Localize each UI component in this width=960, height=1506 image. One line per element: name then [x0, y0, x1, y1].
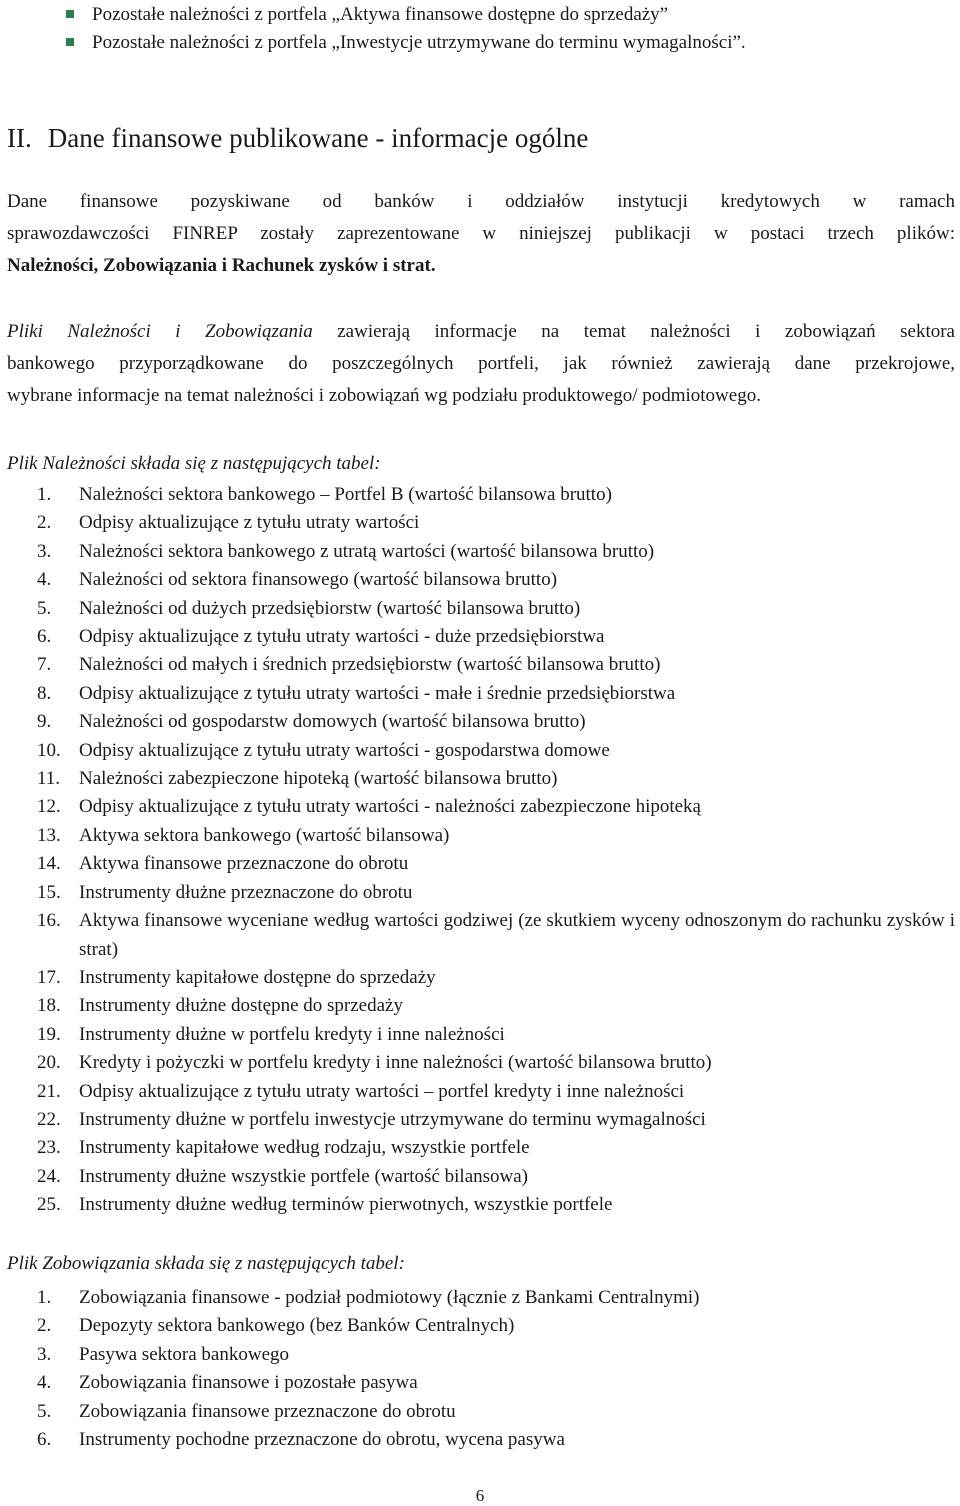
section-title: Dane finansowe publikowane - informacje ogólne	[47, 123, 589, 153]
list-item-number: 3.	[37, 540, 52, 562]
list-item	[7, 1398, 955, 1426]
list-item	[7, 793, 955, 821]
paragraph-line: sprawozdawczości FINREP zostały zaprezentowane w niniejszej publikacji w postaci trzech plików:	[7, 223, 955, 244]
list-item-number: 6.	[37, 626, 52, 648]
list-item	[7, 964, 955, 992]
list-item-number: 9.	[37, 711, 52, 733]
list-item	[7, 1078, 955, 1106]
list-item	[7, 708, 955, 736]
list-item	[7, 566, 955, 594]
section-number: II.	[7, 123, 32, 153]
list-item-number: 21.	[37, 1080, 61, 1102]
files-description-paragraph	[7, 316, 955, 412]
list-item-text: Odpisy aktualizujące z tytułu utraty wartości – portfel kredyty i inne należności	[79, 1080, 685, 1102]
list-item-number: 8.	[37, 682, 52, 704]
list-item-number: 23.	[37, 1137, 61, 1159]
list-item-text: Instrumenty dłużne według terminów pierwotnych, wszystkie portfele	[79, 1194, 613, 1216]
list-item-text: Instrumenty kapitałowe dostępne do sprzedaży	[79, 966, 436, 988]
list-item-number: 17.	[37, 966, 61, 988]
list-item-text: Należności od gospodarstw domowych (wartość bilansowa brutto)	[79, 711, 586, 733]
list-item-text: Należności sektora bankowego z utratą wartości (wartość bilansowa brutto)	[79, 540, 655, 562]
list-item-text: Aktywa finansowe wyceniane według wartości godziwej (ze skutkiem wyceny odnoszonym do rachunku zysków i strat)	[79, 910, 955, 960]
list-item-number: 24.	[37, 1165, 61, 1187]
list-item-text: Należności od małych i średnich przedsiębiorstw (wartość bilansowa brutto)	[79, 654, 661, 676]
list-item-text: Odpisy aktualizujące z tytułu utraty wartości - gospodarstwa domowe	[79, 739, 610, 761]
list-item	[7, 680, 955, 708]
list-item-text: Zobowiązania finansowe i pozostałe pasywa	[79, 1372, 418, 1394]
list-item-text: Odpisy aktualizujące z tytułu utraty wartości - należności zabezpieczone hipoteką	[79, 796, 701, 818]
list-item-text: Pasywa sektora bankowego	[79, 1343, 290, 1365]
list-item-number: 5.	[37, 597, 52, 619]
list-item	[7, 623, 955, 651]
list-item	[7, 651, 955, 679]
list-item-text: Odpisy aktualizujące z tytułu utraty wartości - małe i średnie przedsiębiorstwa	[79, 682, 676, 704]
list-item-text: Instrumenty pochodne przeznaczone do obrotu, wycena pasywa	[79, 1429, 565, 1451]
list-item	[7, 822, 955, 850]
list-item	[7, 737, 955, 765]
list-item-number: 5.	[37, 1400, 52, 1422]
paragraph-line: bankowego przyporządkowane do poszczególnych portfeli, jak również zawierają dane przekrojowe,	[7, 353, 955, 374]
list-item-text: Instrumenty dłużne dostępne do sprzedaży	[79, 995, 403, 1017]
paragraph-line: Dane finansowe pozyskiwane od banków i oddziałów instytucji kredytowych w ramach	[7, 191, 955, 212]
list-item	[7, 1134, 955, 1162]
list-item	[7, 481, 955, 509]
list-item-text: Aktywa sektora bankowego (wartość bilansowa)	[79, 824, 450, 846]
list-item-number: 4.	[37, 1372, 52, 1394]
list-item	[7, 1049, 955, 1077]
list-item-number: 25.	[37, 1194, 61, 1216]
list-item-number: 1.	[37, 484, 52, 505]
list-item-number: 20.	[37, 1052, 61, 1074]
receivables-list-intro: Plik Należności składa się z następujących tabel:	[7, 453, 381, 474]
list-item-text: Instrumenty kapitałowe według rodzaju, wszystkie portfele	[79, 1137, 530, 1159]
paragraph-line-bold: Należności, Zobowiązania i Rachunek zysków i strat.	[7, 255, 436, 276]
list-item-text: Depozyty sektora bankowego (bez Banków Centralnych)	[79, 1315, 515, 1337]
paragraph-line: wybrane informacje na temat należności i zobowiązań wg podziału produktowego/ podmiotowego.	[7, 385, 761, 406]
list-item-text: Instrumenty dłużne przeznaczone do obrotu	[79, 881, 413, 903]
list-item-number: 13.	[37, 824, 61, 846]
section-heading	[7, 118, 588, 158]
square-bullet-icon	[66, 10, 74, 18]
bullet-item	[64, 1, 746, 29]
list-item-number: 19.	[37, 1023, 61, 1045]
bullet-text: Pozostałe należności z portfela „Aktywa finansowe dostępne do sprzedaży”	[92, 4, 669, 25]
list-item-text: Odpisy aktualizujące z tytułu utraty wartości	[79, 512, 420, 534]
bullet-item	[64, 29, 746, 57]
list-item	[7, 1426, 955, 1454]
paragraph-line-rest: zawierają informacje na temat należności i zobowiązań sektora	[312, 321, 955, 342]
list-item	[7, 1021, 955, 1049]
list-item-text: Należności od sektora finansowego (wartość bilansowa brutto)	[79, 569, 558, 591]
list-item-number: 4.	[37, 569, 52, 591]
list-item-text: Instrumenty dłużne w portfelu kredyty i inne należności	[79, 1023, 505, 1045]
list-item-text: Odpisy aktualizujące z tytułu utraty wartości - duże przedsiębiorstwa	[79, 626, 605, 648]
list-item-text: Należności od dużych przedsiębiorstw (wartość bilansowa brutto)	[79, 597, 581, 619]
list-item	[7, 1369, 955, 1397]
list-item-number: 11.	[37, 768, 61, 790]
list-item-number: 12.	[37, 796, 61, 818]
list-item-text: Zobowiązania finansowe - podział podmiotowy (łącznie z Bankami Centralnymi)	[79, 1287, 700, 1308]
receivables-table-list	[7, 481, 955, 1220]
list-item-text: Instrumenty dłużne w portfelu inwestycje utrzymywane do terminu wymagalności	[79, 1108, 706, 1130]
list-item	[7, 907, 955, 964]
list-item-text: Instrumenty dłużne wszystkie portfele (wartość bilansowa)	[79, 1165, 529, 1187]
list-item-text: Zobowiązania finansowe przeznaczone do obrotu	[79, 1400, 456, 1422]
page-number: 6	[475, 1486, 485, 1505]
list-item	[7, 1341, 955, 1369]
list-item-number: 1.	[37, 1287, 52, 1308]
list-item	[7, 1106, 955, 1134]
list-item	[7, 509, 955, 537]
bullet-text: Pozostałe należności z portfela „Inwestycje utrzymywane do terminu wymagalności”.	[92, 32, 746, 53]
liabilities-list-intro: Plik Zobowiązania składa się z następujących tabel:	[7, 1253, 405, 1274]
portfolio-bullet-list	[64, 1, 746, 57]
list-item-number: 15.	[37, 881, 61, 903]
list-item	[7, 1312, 955, 1340]
list-item	[7, 850, 955, 878]
list-item-number: 2.	[37, 1315, 52, 1337]
list-item-number: 18.	[37, 995, 61, 1017]
files-italic-label: Pliki Należności i Zobowiązania	[7, 321, 313, 342]
list-item-number: 7.	[37, 654, 52, 676]
list-item	[7, 879, 955, 907]
list-item-text: Aktywa finansowe przeznaczone do obrotu	[79, 853, 409, 875]
list-item	[7, 1163, 955, 1191]
paragraph-line	[7, 316, 955, 348]
list-item-number: 14.	[37, 853, 61, 875]
list-item	[7, 765, 955, 793]
list-item-number: 10.	[37, 739, 61, 761]
square-bullet-icon	[66, 38, 74, 46]
list-item-number: 16.	[37, 910, 61, 932]
list-item-number: 22.	[37, 1108, 61, 1130]
list-item	[7, 1191, 955, 1219]
liabilities-table-list	[7, 1284, 955, 1454]
list-item-text: Należności sektora bankowego – Portfel B (wartość bilansowa brutto)	[79, 484, 612, 505]
list-item	[7, 1284, 955, 1312]
list-item-number: 3.	[37, 1343, 52, 1365]
list-item-number: 2.	[37, 512, 52, 534]
list-item-number: 6.	[37, 1429, 52, 1451]
list-item-text: Należności zabezpieczone hipoteką (wartość bilansowa brutto)	[79, 768, 558, 790]
list-item	[7, 992, 955, 1020]
intro-paragraph	[7, 186, 955, 282]
list-item-text: Kredyty i pożyczki w portfelu kredyty i inne należności (wartość bilansowa brutto)	[79, 1052, 712, 1074]
list-item	[7, 538, 955, 566]
list-item	[7, 595, 955, 623]
